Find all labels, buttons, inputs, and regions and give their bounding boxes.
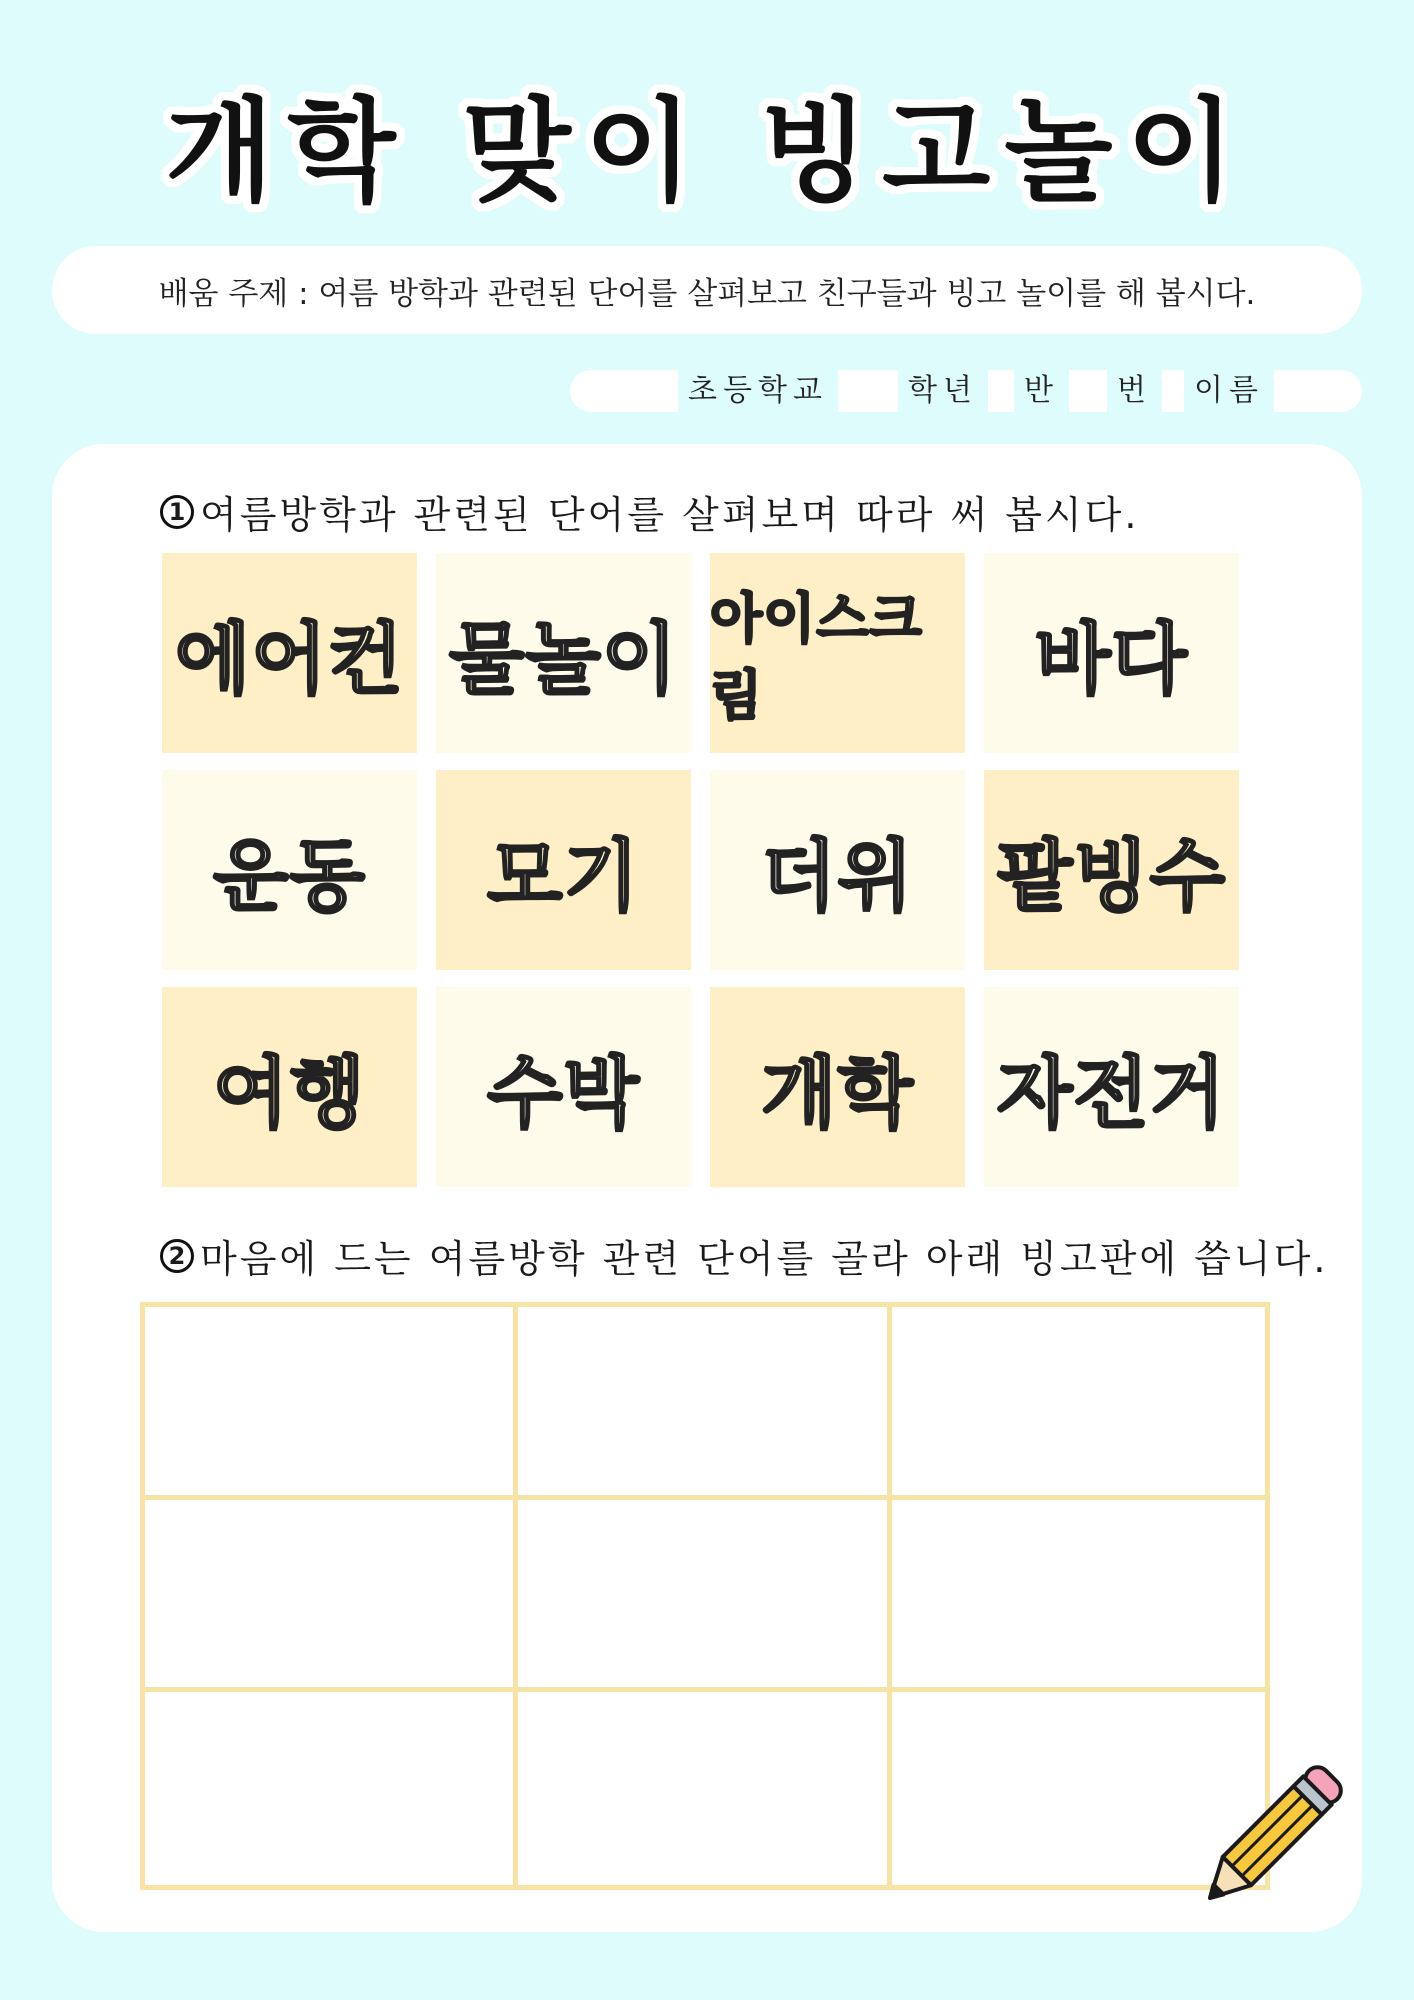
page-title: 개학 맞이 빙고놀이	[165, 87, 1249, 217]
word-card: 물놀이	[436, 553, 691, 753]
number-label: 번	[1107, 370, 1162, 412]
word-card: 에어컨	[162, 553, 417, 753]
pencil-icon	[1188, 1760, 1348, 1920]
step-2-badge: 2	[160, 1239, 194, 1273]
word-card: 개학	[710, 987, 965, 1187]
word-card: 운동	[162, 770, 417, 970]
instruction-1	[160, 484, 1139, 539]
word-card: 아이스크림	[710, 553, 965, 753]
learning-topic-text: 배움 주제 : 여름 방학과 관련된 단어를 살펴보고 친구들과 빙고 놀이를 해 봅시다.	[158, 275, 1256, 312]
bingo-board	[140, 1302, 1270, 1890]
grade-label: 학년	[898, 370, 988, 412]
step-1-badge: 1	[160, 495, 194, 529]
word-grid	[162, 553, 1239, 1187]
school-label: 초등학교	[678, 370, 838, 412]
bingo-cell[interactable]	[892, 1500, 1265, 1693]
student-info-bar	[570, 370, 1362, 412]
name-label: 이름	[1184, 370, 1274, 412]
bingo-cell[interactable]	[518, 1307, 891, 1500]
word-card: 바다	[984, 553, 1239, 753]
bingo-cell[interactable]	[518, 1500, 891, 1693]
instruction-2	[160, 1228, 1328, 1283]
bingo-cell[interactable]	[145, 1500, 518, 1693]
word-card: 수박	[436, 987, 691, 1187]
bingo-cell[interactable]	[145, 1692, 518, 1885]
class-label: 반	[1014, 370, 1069, 412]
word-card: 팥빙수	[984, 770, 1239, 970]
instruction-1-text: 여름방학과 관련된 단어를 살펴보며 따라 써 봅시다.	[200, 493, 1140, 537]
bingo-cell[interactable]	[892, 1307, 1265, 1500]
word-card: 모기	[436, 770, 691, 970]
instruction-2-text: 마음에 드는 여름방학 관련 단어를 골라 아래 빙고판에 씁니다.	[200, 1237, 1329, 1281]
bingo-cell[interactable]	[518, 1692, 891, 1885]
learning-topic-box	[52, 246, 1362, 334]
word-card: 자전거	[984, 987, 1239, 1187]
word-card: 더위	[710, 770, 965, 970]
word-card: 여행	[162, 987, 417, 1187]
bingo-cell[interactable]	[145, 1307, 518, 1500]
